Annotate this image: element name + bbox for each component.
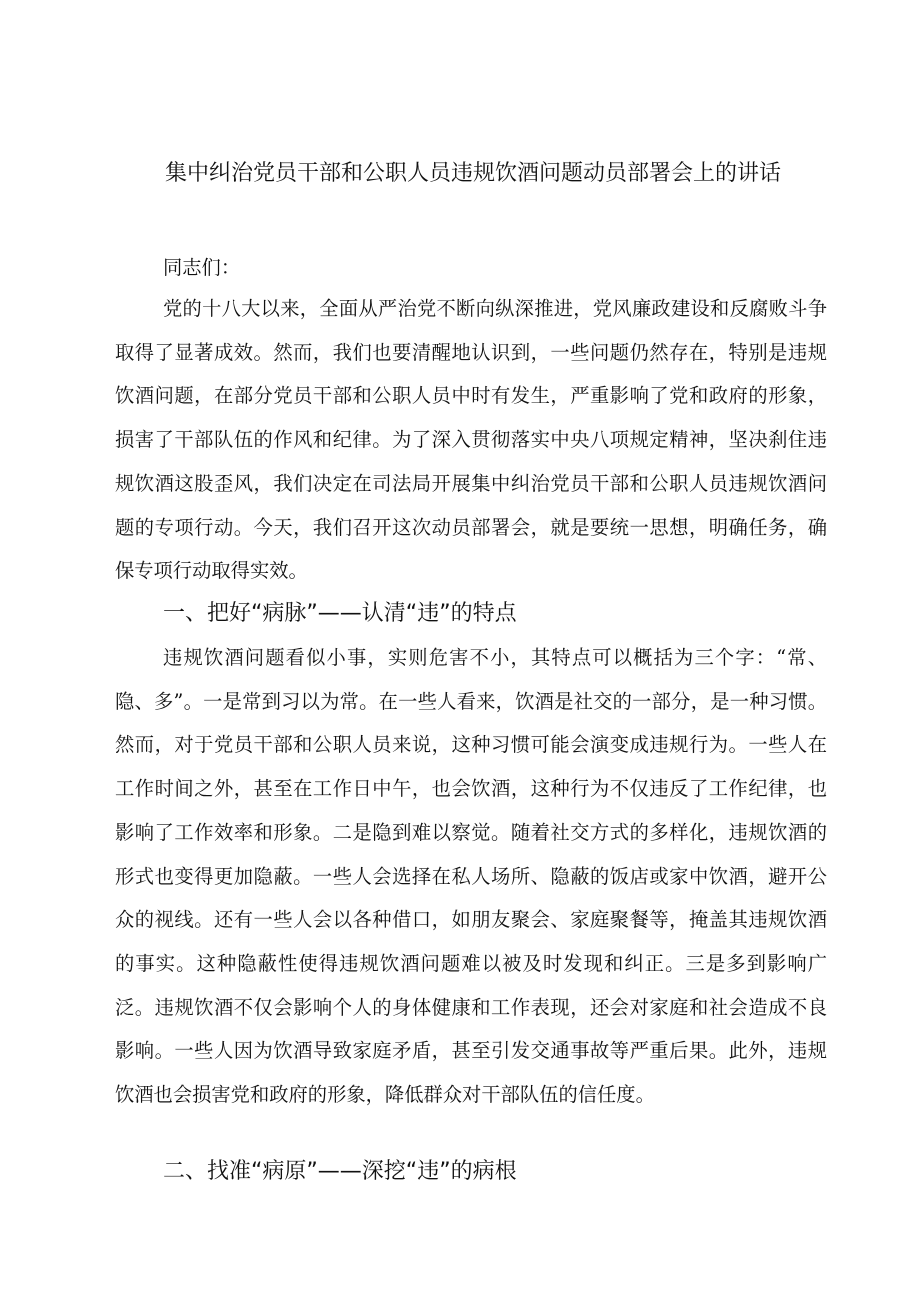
paragraph-section-1: 违规饮酒问题看似小事，实则危害不小，其特点可以概括为三个字：“常、隐、多”。一是常到习以为常。在一些人看来，饮酒是社交的一部分，是一种习惯。然而，对于党员干部和公职人员来说，这种习惯可能会演变成违规行为。一些人在工作时间之外，甚至在工作日中午，也会饮酒，这种行为不仅违反了工作纪律，也影响了工作效率和形象。二是隐到难以察觉。随着社交方式的多样化，违规饮酒的形式也变得更加隐蔽。一些人会选择在私人场所、隐蔽的饭店或家中饮酒，避开公众的视线。还有一些人会以各种借口，如朋友聚会、家庭聚餐等，掩盖其违规饮酒的事实。这种隐蔽性使得违规饮酒问题难以被及时发现和纠正。三是多到影响广泛。违规饮酒不仅会影响个人的身体健康和工作表现，还会对家庭和社会造成不良影响。一些人因为饮酒导致家庭矛盾，甚至引发交通事故等严重后果。此外，违规饮酒也会损害党和政府的形象，降低群众对干部队伍的信任度。 (115, 646, 827, 1107)
paragraph-intro: 党的十八大以来，全面从严治党不断向纵深推进，党风廉政建设和反腐败斗争取得了显著成效。然而，我们也要清醒地认识到，一些问题仍然存在，特别是违规饮酒问题，在部分党员干部和公职人员中时有发生，严重影响了党和政府的形象，损害了干部队伍的作风和纪律。为了深入贯彻落实中央八项规定精神，坚决刹住违规饮酒这股歪风，我们决定在司法局开展集中纠治党员干部和公职人员违规饮酒问题的专项行动。今天，我们召开这次动员部署会，就是要统一思想，明确任务，确保专项行动取得实效。 (115, 297, 827, 583)
section-heading-2: 二、找准“病原”——深挖“违”的病根 (163, 1159, 517, 1184)
salutation: 同志们： (163, 256, 241, 279)
section-heading-1: 一、把好“病脉”——认清“违”的特点 (163, 601, 517, 626)
document-title: 集中纠治党员干部和公职人员违规饮酒问题动员部署会上的讲话 (165, 161, 782, 186)
